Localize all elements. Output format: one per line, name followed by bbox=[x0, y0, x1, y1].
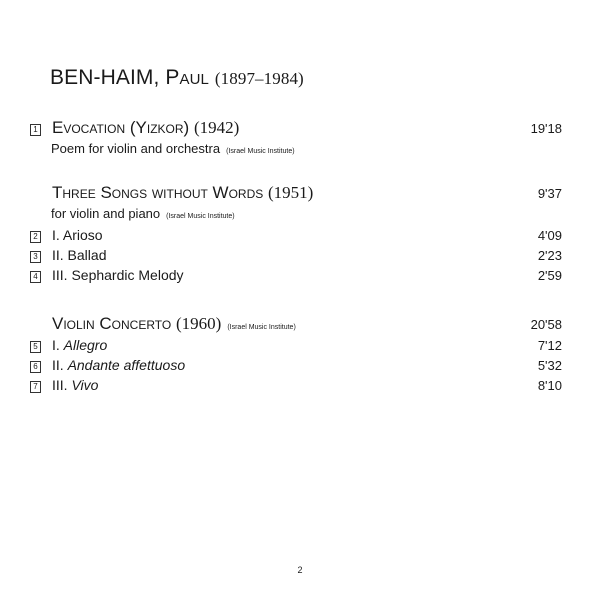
track-number: 3 bbox=[30, 251, 41, 263]
movement-prefix: III. bbox=[52, 377, 68, 393]
movement-duration: 4'09 bbox=[537, 228, 562, 243]
track-number-placeholder bbox=[30, 185, 41, 197]
movement-duration: 7'12 bbox=[537, 338, 562, 353]
track-number: 5 bbox=[30, 341, 41, 353]
work-evocation bbox=[30, 118, 562, 138]
work-publisher: (Israel Music Institute) bbox=[166, 213, 235, 220]
work-three-songs bbox=[30, 183, 562, 203]
work-duration: 19'18 bbox=[530, 121, 562, 136]
movement-duration: 8'10 bbox=[537, 378, 562, 393]
work-year: (1960) bbox=[175, 314, 222, 333]
work-title-text: Violin Concerto bbox=[52, 314, 172, 333]
work-title bbox=[52, 118, 239, 138]
movement-row bbox=[30, 267, 562, 284]
work-subtitle: Poem for violin and orchestra bbox=[51, 141, 221, 156]
movement-tempo: Vivo bbox=[71, 377, 99, 393]
work-violin-concerto bbox=[30, 314, 562, 334]
track-number: 2 bbox=[30, 231, 41, 243]
movement-label bbox=[52, 377, 98, 393]
movement-duration: 2'23 bbox=[537, 248, 562, 263]
movement-label bbox=[52, 337, 107, 353]
movement-row bbox=[30, 377, 562, 394]
work-duration: 9'37 bbox=[537, 186, 562, 201]
composer-given-name: Paul bbox=[165, 66, 209, 89]
work-publisher: (Israel Music Institute) bbox=[226, 148, 295, 155]
work-title bbox=[52, 314, 221, 334]
movement-tempo: Allegro bbox=[63, 337, 108, 353]
movement-row bbox=[30, 227, 562, 244]
movement-duration: 2'59 bbox=[537, 268, 562, 283]
work-three-songs-subtitle-row bbox=[30, 206, 562, 221]
composer-heading bbox=[50, 66, 304, 90]
work-subtitle: for violin and piano bbox=[51, 206, 161, 221]
work-title-extra: (Yizkor) bbox=[129, 118, 190, 137]
track-number: 4 bbox=[30, 271, 41, 283]
movement-label: III. Sephardic Melody bbox=[52, 267, 184, 283]
movement-row bbox=[30, 247, 562, 264]
movement-label: II. Ballad bbox=[52, 247, 107, 263]
movement-prefix: I. bbox=[52, 337, 60, 353]
work-title-text: Three Songs without Words bbox=[52, 183, 264, 202]
composer-dates: (1897–1984) bbox=[214, 69, 304, 88]
work-title-text: Evocation bbox=[52, 118, 126, 137]
work-year: (1942) bbox=[193, 118, 240, 137]
movement-row bbox=[30, 337, 562, 354]
movement-row bbox=[30, 357, 562, 374]
track-number-placeholder bbox=[30, 316, 41, 328]
movement-duration: 5'32 bbox=[537, 358, 562, 373]
work-publisher: (Israel Music Institute) bbox=[227, 324, 296, 331]
track-number: 6 bbox=[30, 361, 41, 373]
work-title bbox=[52, 183, 313, 203]
work-year: (1951) bbox=[268, 183, 314, 202]
work-evocation-subtitle-row bbox=[30, 141, 562, 156]
track-number: 1 bbox=[30, 124, 41, 136]
movement-label bbox=[52, 357, 185, 373]
movement-label: I. Arioso bbox=[52, 227, 103, 243]
work-duration: 20'58 bbox=[530, 317, 562, 332]
page-number: 2 bbox=[297, 565, 303, 575]
movement-prefix: II. bbox=[52, 357, 64, 373]
composer-surname: BEN-HAIM, bbox=[50, 66, 160, 89]
movement-tempo: Andante affettuoso bbox=[67, 357, 186, 373]
track-number: 7 bbox=[30, 381, 41, 393]
